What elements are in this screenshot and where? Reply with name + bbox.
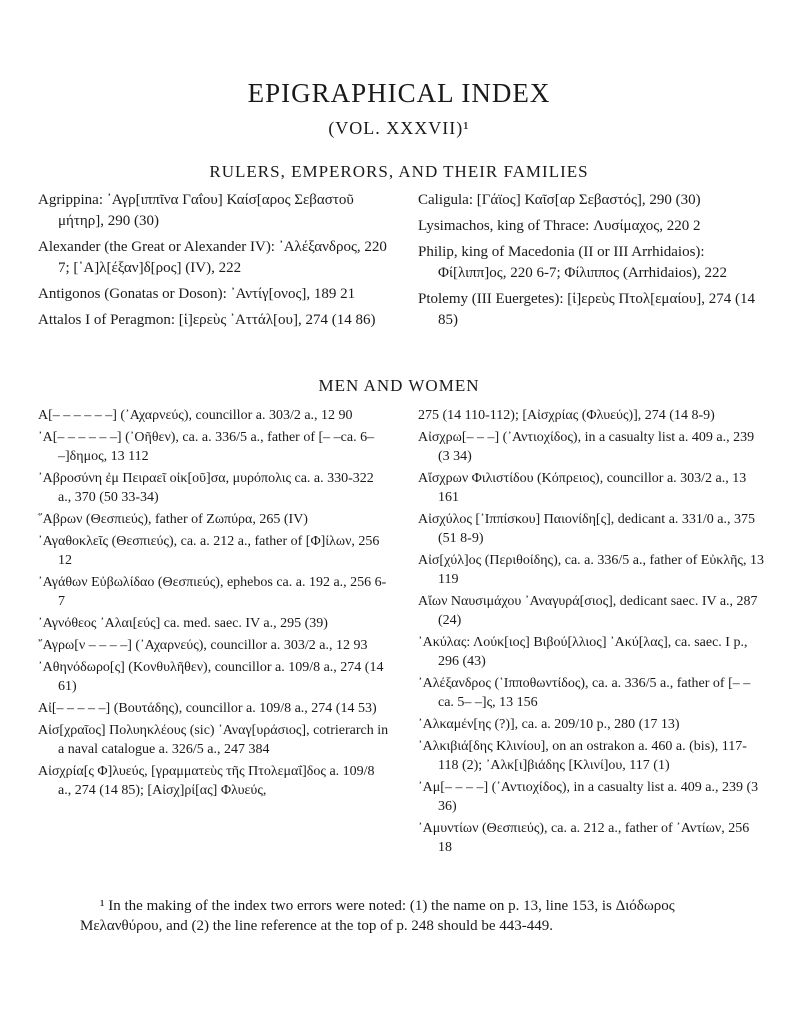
index-entry: 275 (14 110-112); [Αἰσχρίας (Φλυεύς)], 274 (14 8-9)	[418, 408, 715, 423]
section-heading-rulers: RULERS, EMPERORS, AND THEIR FAMILIES	[209, 162, 589, 181]
index-entry: ᾿Αθηνόδωρο[ς] (Κονθυλῆθεν), councillor a. 109/8 a., 274 (14 61)	[38, 660, 384, 694]
index-entry: ῞Αβρων (Θεσπιεύς), father of Ζωπύρα, 265 (IV)	[38, 512, 308, 527]
index-entry: ᾿Αγάθων Εὐβωλίδαο (Θεσπιεύς), ephebos ca. a. 192 a., 256 6-7	[38, 575, 387, 609]
index-entry: Caligula: [Γάϊος] Καῖσ[αρ Σεβαστός], 290 (30)	[418, 192, 701, 208]
rulers-left-column	[38, 190, 390, 336]
page-title: EPIGRAPHICAL INDEX	[247, 78, 551, 108]
index-entry: ᾿Αβροσύνη ἐμ Πειραεῖ οἰκ[οῦ]σα, μυρόπολις ca. a. 330-322 a., 370 (50 33-34)	[38, 471, 374, 505]
index-entry: ᾿Αλέξανδρος (῾Ιπποθωντίδος), ca. a. 336/5 a., father of [– –ca. 5– –]ς, 13 156	[418, 676, 751, 710]
index-entry: ᾿Αγνόθεος ᾿Αλαι[εύς] ca. med. saec. IV a., 295 (39)	[38, 616, 328, 631]
footnote: ¹ In the making of the index two errors were noted: (1) the name on p. 13, line 153, is Διόδωρος Μελανθύρου, and (2) the line reference at the top of p. 248 should be 443-449.	[80, 898, 675, 934]
section-heading-men-women: MEN AND WOMEN	[318, 376, 480, 395]
index-entry: ᾿Α[– – – – – –] (᾿Οῆθεν), ca. a. 336/5 a., father of [– –ca. 6– –]δημος, 13 112	[38, 430, 375, 464]
index-entry: Αἰσ[χραῖος] Πολυηκλέους (sic) ᾿Αναγ[υράσιος], cotrierarch in a naval catalogue a. 326/5 a., 247 384	[38, 723, 389, 757]
index-entry: Lysimachos, king of Thrace: Λυσίμαχος, 220 2	[418, 218, 701, 234]
index-entry: Antigonos (Gonatas or Doson): ᾿Αντίγ[ονος], 189 21	[38, 286, 356, 302]
index-entry: Ptolemy (III Euergetes): [ἱ]ερεὺς Πτολ[εμαίου], 274 (14 85)	[418, 291, 756, 328]
index-entry: ᾿Αγαθοκλεῖς (Θεσπιεύς), ca. a. 212 a., father of [Φ]ίλων, 256 12	[38, 534, 380, 568]
men-women-left-column	[38, 406, 390, 803]
index-entry: Αἴσχρων Φιλιστίδου (Κόπρειος), councillor a. 303/2 a., 13 161	[418, 471, 747, 505]
index-entry: Attalos I of Peragmon: [ἱ]ερεὺς ᾿Αττάλ[ου], 274 (14 86)	[38, 312, 376, 328]
index-entry: Α[– – – – – –] (᾿Αχαρνεύς), councillor a. 303/2 a., 12 90	[38, 408, 353, 423]
index-entry: Αἰσχύλος [᾿Ιππίσκου] Παιονίδη[ς], dedicant a. 331/0 a., 375 (51 8-9)	[418, 512, 756, 546]
index-entry: Agrippina: ᾿Αγρ[ιππῖνα Γαΐου] Καίσ[αρος Σεβαστοῦ μήτηρ], 290 (30)	[38, 192, 354, 229]
index-entry: ᾿Αλκιβιά[δης Κλινίου], on an ostrakon a. 460 a. (bis), 117-118 (2); ᾿Αλκ[ι]βιάδης [Κλινί]ου, 117 (1)	[418, 739, 747, 773]
index-entry: Philip, king of Macedonia (II or III Arrhidaios): Φί[λιππ]ος, 220 6-7; Φίλιππος (Arrhidaios), 222	[418, 244, 727, 281]
index-entry: Αἰσχρω[– – –] (᾿Αντιοχίδος), in a casualty list a. 409 a., 239 (3 34)	[418, 430, 755, 464]
index-entry: Αἰσχρία[ς Φ]λυεύς, [γραμματεὺς τῆς Πτολεμαΐ]δος a. 109/8 a., 274 (14 85); [Αἰσχ]ρί[ας] Φλυεύς,	[38, 764, 375, 798]
index-entry: Αἰσ[χύλ]ος (Περιθοίδης), ca. a. 336/5 a., father of Εὐκλῆς, 13 119	[418, 553, 764, 587]
index-entry: Alexander (the Great or Alexander IV): ᾿Αλέξανδρος, 220 7; [᾿Α]λ[έξαν]δ[ρος] (IV), 222	[38, 239, 387, 276]
index-entry: Αἴων Ναυσιμάχου ᾿Αναγυρά[σιος], dedicant saec. IV a., 287 (24)	[418, 594, 758, 628]
index-entry: ᾿Αλκαμέν[ης (?)], ca. a. 209/10 p., 280 (17 13)	[418, 717, 680, 732]
index-entry: ᾿Αμ[– – – –] (᾿Αντιοχίδος), in a casualty list a. 409 a., 239 (3 36)	[418, 780, 759, 814]
index-entry: ᾿Ακύλας: Λούκ[ιος] Βιβού[λλιος] ᾿Ακύ[λας], ca. saec. I p., 296 (43)	[418, 635, 748, 669]
index-entry: Αἰ[– – – – –] (Βουτάδης), councillor a. 109/8 a., 274 (14 53)	[38, 701, 377, 716]
index-entry: ᾿Αμυντίων (Θεσπιεύς), ca. a. 212 a., father of ᾿Αντίων, 256 18	[418, 821, 750, 855]
volume-subtitle: (VOL. XXXVII)¹	[328, 118, 470, 138]
index-entry: ῎Αγρω[ν – – – –] (᾿Αχαρνεύς), councillor a. 303/2 a., 12 93	[38, 638, 368, 653]
rulers-right-column	[418, 190, 766, 336]
men-women-right-column	[418, 406, 766, 860]
